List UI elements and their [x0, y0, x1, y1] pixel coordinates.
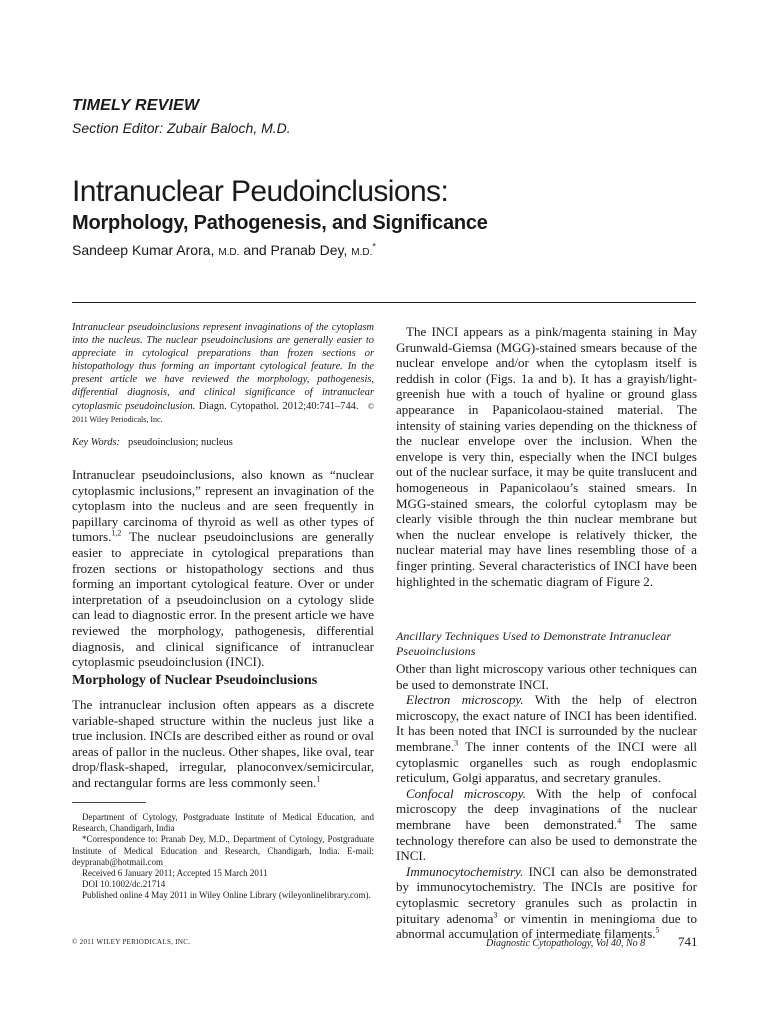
cm-ref: 4 — [617, 816, 622, 826]
keywords-value: pseudoinclusion; nucleus — [128, 437, 233, 448]
ancillary-heading: Ancillary Techniques Used to Demonstrate Intranuclear Pseuoinclusions — [396, 629, 672, 658]
article-title: Intranuclear Peudoinclusions: — [72, 175, 449, 208]
ic-ref1: 3 — [493, 910, 498, 920]
section-label: TIMELY REVIEW — [72, 97, 200, 114]
ic-label: Immunocytochemistry. — [406, 863, 524, 879]
author-join: and Pranab Dey, — [243, 242, 348, 258]
section-editor: Section Editor: Zubair Baloch, M.D. — [72, 120, 291, 136]
footnote-correspondence: *Correspondence to: Pranab Dey, M.D., Department of Cytology, Postgraduate Institute of Medical Education and Research, Chandigarh, India. E-mail: deypranab@hotmail.com — [72, 834, 374, 867]
ic-text2: or vimentin in meningioma due to abnormal accumulation of intermediate filaments. — [396, 910, 698, 942]
title-rule — [72, 302, 696, 303]
intro-paragraph — [72, 467, 374, 670]
morphology-paragraph — [72, 697, 374, 791]
abstract — [72, 321, 374, 426]
abstract-text: Intranuclear pseudoinclusions represent invaginations of the cytoplasm into the nucleus. The nuclear pseudoinclusions are generally easier to appreciate in cytological preparations than frozen sections or histopathology thus forming an important cytological feature. In the present article we have reviewed the morphology, pathogenesis, differential diagnosis, and clinical significance of intranuclear cytoplasmic pseudoinclusion. — [72, 322, 374, 412]
article-subtitle: Morphology, Pathogenesis, and Significance — [72, 212, 488, 234]
footnote-rule — [72, 802, 146, 803]
footnote-published: Published online 4 May 2011 in Wiley Online Library (wileyonlinelibrary.com). — [82, 890, 371, 901]
ancillary-section — [396, 661, 697, 942]
author-line — [72, 242, 376, 258]
intro-part1: Intranuclear pseudoinclusions, also known as “nuclear cytoplasmic inclusions,” represent an invagination of the cytoplasm into the nucleus and are seen frequently in papillary carcinoma of thyroid as well as other types of tumors. — [72, 467, 374, 545]
em-text1: With the help of electron microscopy, the exact nature of INCI has been identified. It has been noted that INCI is surrounded by the nuclear membrane. — [396, 692, 697, 754]
author1-degree: M.D. — [218, 247, 240, 258]
abstract-citation: Diagn. Cytopathol. 2012;40:741–744. — [198, 400, 359, 412]
cm-text2: The same technology therefore can also be used to demonstrate the INCI. — [396, 816, 697, 864]
correspondence-mark: * — [372, 241, 376, 252]
abstract-copyright: © 2011 Wiley Periodicals, Inc. — [72, 401, 375, 424]
keywords — [72, 437, 374, 448]
em-ref: 3 — [454, 738, 459, 748]
ic-ref2: 5 — [655, 925, 660, 935]
confocal-microscopy-paragraph — [396, 786, 697, 864]
em-text2: The inner contents of the INCI were all cytoplasmic organelles such as rough endoplasmic reticulum, Golgi apparatus, and secretary granules. — [396, 738, 697, 786]
footnote-doi: DOI 10.1002/dc.21714 — [82, 879, 166, 890]
author1-name: Sandeep Kumar Arora, — [72, 242, 215, 258]
immunocytochemistry-paragraph — [396, 864, 697, 942]
cm-label: Confocal microscopy. — [406, 785, 527, 801]
footnote-affiliation: Department of Cytology, Postgraduate Institute of Medical Education, and Research, Chandigarh, India — [72, 812, 374, 834]
morphology-text: The intranuclear inclusion often appears as a discrete variable-shaped structure within the nucleus just like a true inclusion. INCIs are described either as round or oval areas of pallor in the nucleus. Other shapes, like oval, tear drop/flask-shaped, irregular, planoconvex/semicircular, and rectangular forms are less commonly seen. — [72, 697, 374, 790]
morphology-heading: Morphology of Nuclear Pseudoinclusions — [72, 673, 318, 688]
electron-microscopy-paragraph — [396, 692, 697, 786]
morphology-ref: 1 — [316, 774, 321, 784]
keywords-label: Key Words: — [72, 437, 121, 448]
author2-degree: M.D. — [351, 247, 373, 258]
footer-copyright: © 2011 WILEY PERIODICALS, INC. — [72, 938, 191, 946]
em-label: Electron microscopy. — [406, 692, 524, 708]
intro-part2: The nuclear pseudoinclusions are generally easier to appreciate in cytological preparations than frozen sections or histopathology sections and thus forming an important cytological feature. Over or under interpretation of a pseudoinclusion on a cytology slide can lead to diagnostic error. In the present article we have reviewed the morphology, pathogenesis, differential diagnosis, and clinical significance of intranuclear cytoplasmic pseudoinclusion (INCI). — [72, 529, 374, 670]
footnote-received: Received 6 January 2011; Accepted 15 March 2011 — [82, 868, 268, 879]
footnotes — [72, 812, 374, 902]
intro-ref: 1,2 — [111, 529, 122, 539]
cm-text1: With the help of confocal microscopy the deep invaginations of the nuclear membrane have been demonstrated. — [396, 785, 697, 832]
page-number: 741 — [678, 934, 698, 949]
journal-reference: Diagnostic Cytopathology, Vol 40, No 8 — [486, 938, 646, 949]
staining-paragraph: The INCI appears as a pink/magenta staining in May Grunwald-Giemsa (MGG)-stained smears because of the nuclear envelope and/or when the cytoplasm itself is reddish in color (Figs. 1a and b). It has a grayish/light-greenish hue with a touch of hyaline or ground glass appearance in Papanicolaou-stained material. The intensity of staining varies depending on the thickness of the nuclear envelope over the inclusion. When the envelope is very thin, especially when the INCI bulges out of the nuclear surface, it may be quite translucent and homogeneous in Papanicolaou’s stained smears. In MGG-stained smears, the colorful cytoplasm may be clearly visible through the thin nuclear membrane but when the nuclear envelope is relatively thicker, the nuclear material may have lines resembling those of a finger printing. Several characteristics of INCI have been highlighted in the schematic diagram of Figure 2. — [396, 324, 697, 589]
ic-text1: INCI can also be demonstrated by immunocytochemistry. The INCIs are positive for cytoplasmic secretory granules such as prolactin in pituitary adenoma — [396, 863, 697, 926]
ancillary-intro: Other than light microscopy various other techniques can be used to demonstrate INCI. — [396, 661, 697, 692]
